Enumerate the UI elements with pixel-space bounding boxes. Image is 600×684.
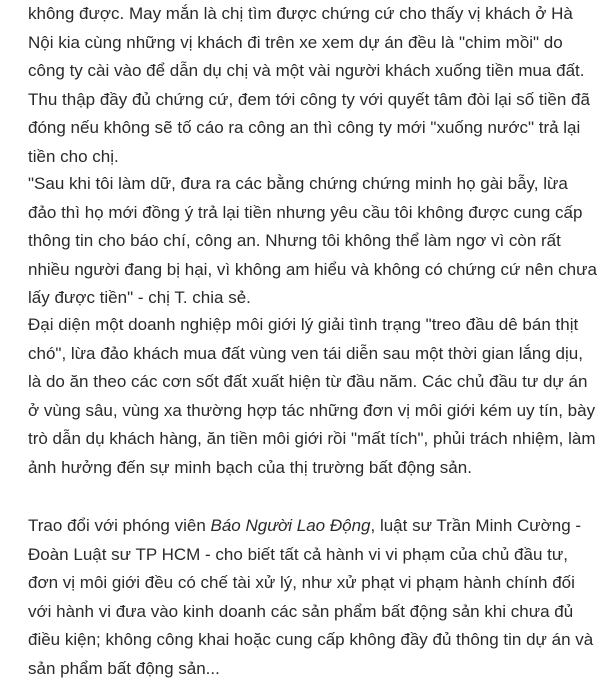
paragraph-4-rest: , luật sư Trần Minh Cường - Đoàn Luật sư TP HCM - cho biết tất cả hành vi vi phạm của chủ đầu tư, đơn vị môi giới đều có chế tài xử lý, như xử phạt vi phạm hành chính đối với hành vi đưa vào kinh doanh các sản phẩm bất động sản khi chưa đủ điều kiện; không công khai hoặc cung cấp không đầy đủ thông tin dự án và sản phẩm bất động sản...: [28, 516, 594, 678]
article-paragraph-4: [28, 512, 598, 684]
article-paragraph-1: không được. May mắn là chị tìm được chứng cứ cho thấy vị khách ở Hà Nội kia cùng những vị khách đi trên xe xem dự án đều là "chim mồi" do công ty cài vào để dẫn dụ chị và một vài người khách xuống tiền mua đất. Thu thập đầy đủ chứng cứ, đem tới công ty với quyết tâm đòi lại số tiền đã đóng nếu không sẽ tố cáo ra công an thì công ty mới "xuống nước" trả lại tiền cho chị.: [28, 4, 590, 166]
paragraph-4-lead: Trao đổi với phóng viên: [28, 516, 211, 535]
article-paragraph-3: Đại diện một doanh nghiệp môi giới lý giải tình trạng "treo đầu dê bán thịt chó", lừa đảo khách mua đất vùng ven tái diễn sau một thời gian lắng dịu, là do ăn theo các cơn sốt đất xuất hiện từ đầu năm. Các chủ đầu tư dự án ở vùng sâu, vùng xa thường hợp tác những đơn vị môi giới kém uy tín, bày trò dẫn dụ khách hàng, ăn tiền môi giới rồi "mất tích", phủi trách nhiệm, làm ảnh hưởng đến sự minh bạch của thị trường bất động sản.: [28, 315, 596, 477]
publication-name: Báo Người Lao Động: [210, 516, 371, 535]
article-paragraph-2-quote: "Sau khi tôi làm dữ, đưa ra các bằng chứng chứng minh họ gài bẫy, lừa đảo thì họ mới đồng ý trả lại tiền nhưng yêu cầu tôi không được cung cấp thông tin cho báo chí, công an. Nhưng tôi không thể làm ngơ vì còn rất nhiều người đang bị hại, vì không am hiểu và không có chứng cứ nên chưa lấy được tiền" - chị T. chia sẻ.: [28, 174, 597, 308]
